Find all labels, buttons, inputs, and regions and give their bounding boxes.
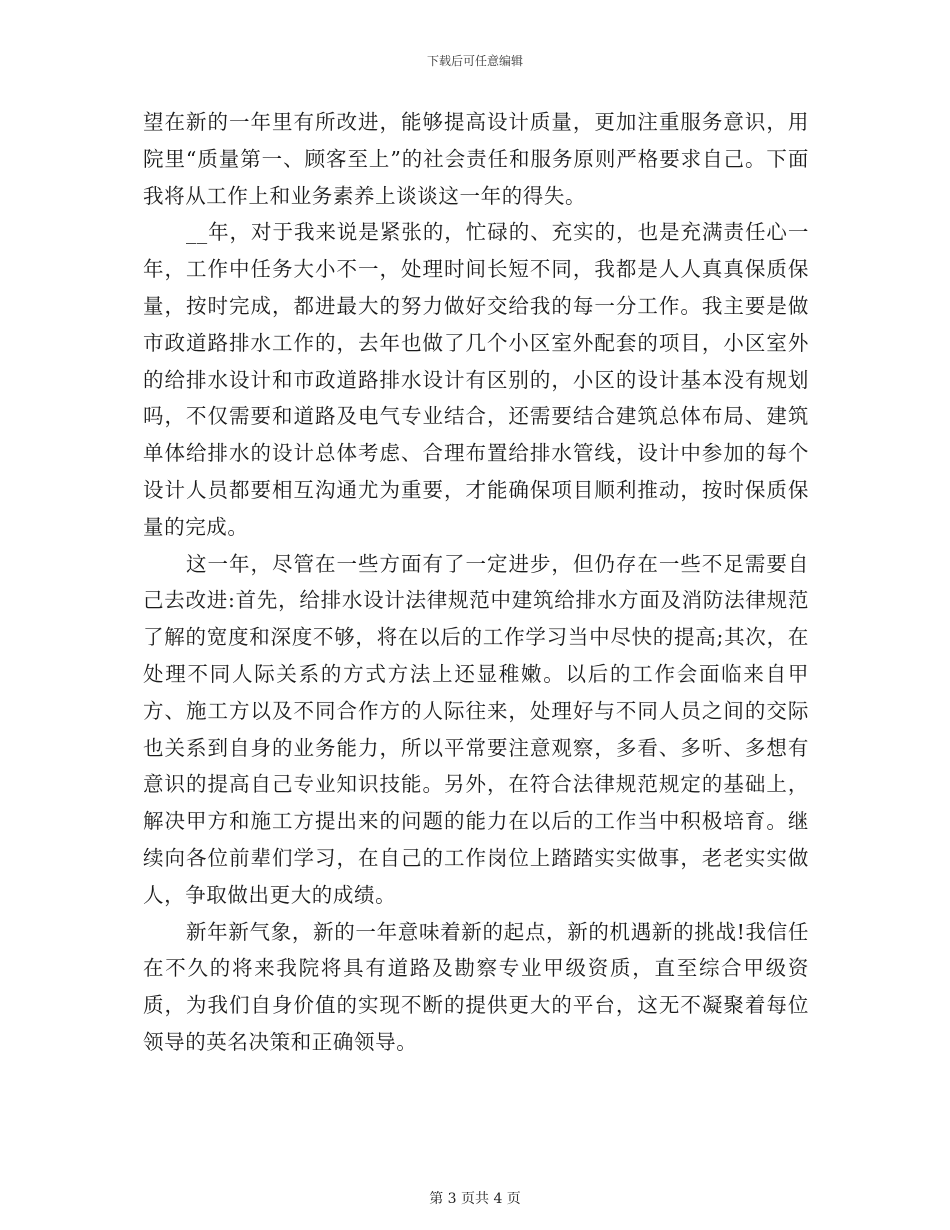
paragraph-new-year: 新年新气象，新的一年意味着新的起点，新的机遇新的挑战!我信任在不久的将来我院将具有道路及勘察专业甲级资质，直至综合甲级资质，为我们自身价值的实现不断的提供更大的平台，这无不凝聚着每位领导的英名决策和正确领导。 bbox=[143, 919, 809, 1054]
paragraph-shortcomings: 这一年，尽管在一些方面有了一定进步，但仍存在一些不足需要自己去改进:首先，给排水设计法律规范中建筑给排水方面及消防法律规范了解的宽度和深度不够，将在以后的工作学习当中尽快的提高;其次，在处理不同人际关系的方式方法上还显稚嫩。以后的工作会面临来自甲方、施工方以及不同合作方的人际往来，处理好与不同人员之间的交际也关系到自身的业务能力，所以平常要注意观察，多看、多听、多想有意识的提高自己专业知识技能。另外，在符合法律规范规定的基础上，解决甲方和施工方提出来的问题的能力在以后的工作当中积极培育。继续向各位前辈们学习，在自己的工作岗位上踏踏实实做事，老老实实做人，争取做出更大的成绩。 bbox=[143, 551, 809, 907]
document-body bbox=[143, 104, 809, 1061]
paragraph-continuation: 望在新的一年里有所改进，能够提高设计质量，更加注重服务意识，用院里“质量第一、顾客至上”的社会责任和服务原则严格要求自己。下面我将从工作上和业务素养上谈谈这一年的得失。 bbox=[143, 110, 809, 208]
page-header: 下载后可任意编辑 bbox=[426, 54, 523, 68]
page-footer: 第 3 页共 4 页 bbox=[429, 1191, 521, 1207]
paragraph-year-review: __年，对于我来说是紧张的，忙碌的、充实的，也是充满责任心一年，工作中任务大小不一，处理时间长短不同，我都是人人真真保质保量，按时完成，都进最大的努力做好交给我的每一分工作。我主要是做市政道路排水工作的，去年也做了几个小区室外配套的项目，小区室外的给排水设计和市政道路排水设计有区别的，小区的设计基本没有规划吗，不仅需要和道路及电气专业结合，还需要结合建筑总体布局、建筑单体给排水的设计总体考虑、合理布置给排水管线，设计中参加的每个设计人员都要相互沟通尤为重要，才能确保项目顺利推动，按时保质保量的完成。 bbox=[143, 220, 809, 539]
